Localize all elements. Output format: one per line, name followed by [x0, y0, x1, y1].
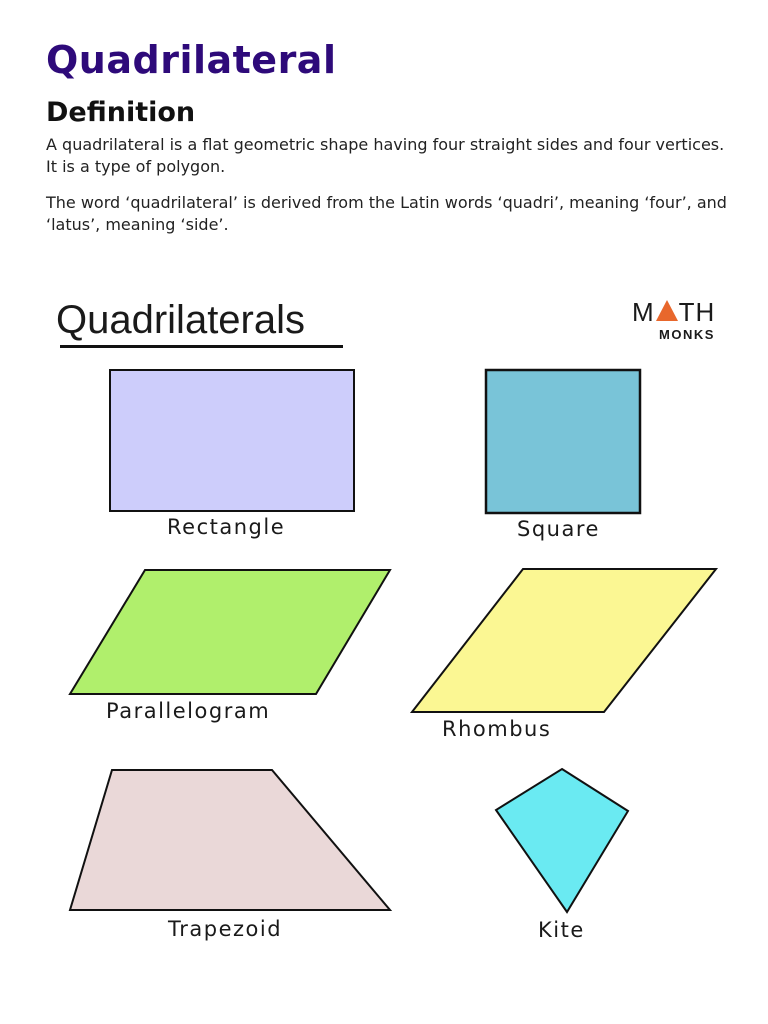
logo-math-wordmark: M TH [632, 297, 716, 327]
definition-paragraph: A quadrilateral is a flat geometric shape having four straight sides and four vertices. It is a type of polygon. [46, 135, 725, 176]
kite-label: Kite [538, 918, 585, 942]
rectangle-shape [110, 370, 354, 511]
square-label: Square [517, 517, 600, 541]
rhombus-shape [412, 569, 716, 712]
rhombus-label: Rhombus [442, 717, 552, 741]
shapes-drawing [0, 280, 768, 970]
trapezoid-label: Trapezoid [168, 917, 283, 941]
rectangle-label: Rectangle [167, 515, 286, 539]
quadrilaterals-figure [0, 280, 768, 970]
logo-monks-wordmark: MONKS [659, 327, 715, 342]
kite-shape [496, 769, 628, 912]
trapezoid-shape [70, 770, 390, 910]
page-title: Quadrilateral [46, 38, 337, 82]
figure-title: Quadrilaterals [56, 298, 306, 342]
parallelogram-shape [70, 570, 390, 694]
etymology-paragraph: The word ‘quadrilateral’ is derived from the Latin words ‘quadri’, meaning ‘four’, and ‘latus’, meaning ‘side’. [46, 193, 727, 234]
definition-heading: Definition [46, 97, 196, 128]
parallelogram-label: Parallelogram [106, 699, 271, 723]
square-shape [486, 370, 640, 513]
